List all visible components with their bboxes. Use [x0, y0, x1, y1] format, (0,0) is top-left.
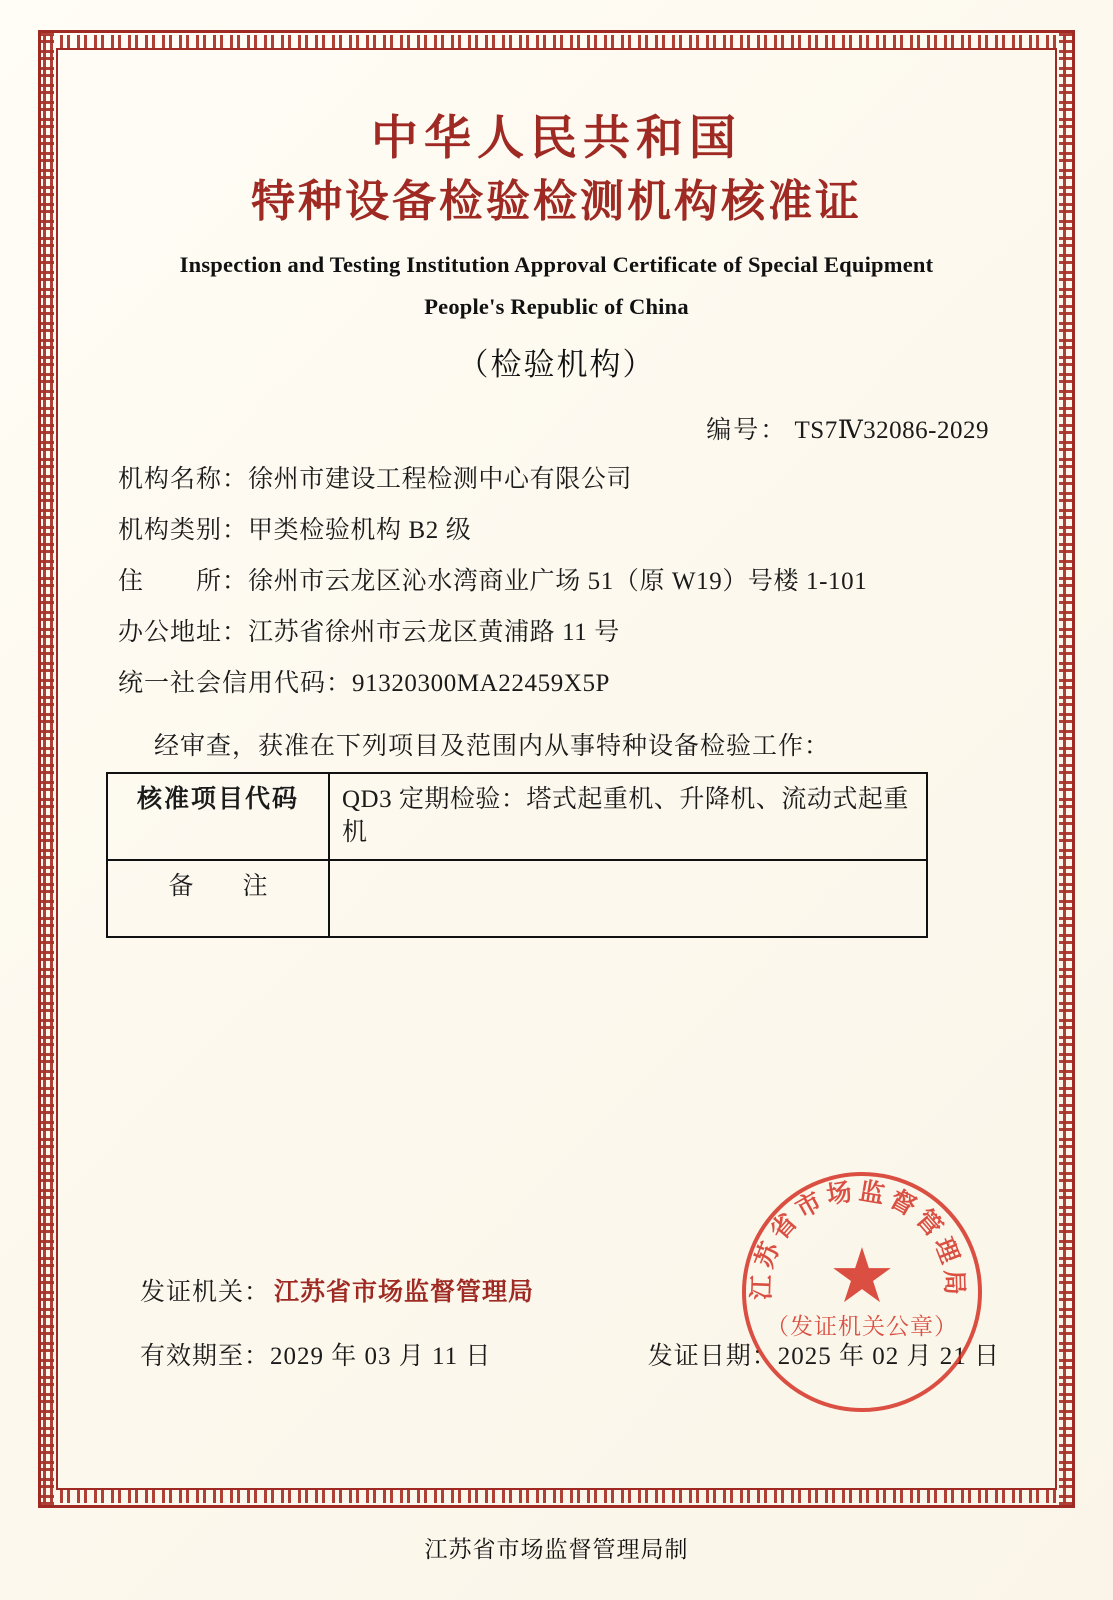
- table-row: [107, 860, 927, 937]
- issue-date-label: 发证日期：: [647, 1343, 778, 1370]
- page-title-main: 特种设备检验检测机构核准证: [251, 175, 862, 227]
- serial-number-row: [100, 410, 1013, 446]
- issue-date-field: [648, 1336, 1000, 1372]
- field-value: 91320300MA22459X5P: [352, 670, 611, 698]
- page-subtitle: （检验机构）: [457, 347, 656, 384]
- table-row-header: 备 注: [107, 860, 329, 937]
- field-value: 徐州市建设工程检测中心有限公司: [248, 466, 633, 494]
- issue-date-value: 2025 年 02 月 21 日: [777, 1343, 1000, 1370]
- certificate-footer: [140, 1272, 1020, 1372]
- seal-center-text: （发证机关公章）: [766, 1314, 958, 1340]
- seal-arc-label: 江苏省市场监督管理局: [746, 1176, 970, 1301]
- approval-statement: 经审查，获准在下列项目及范围内从事特种设备检验工作：: [154, 733, 831, 761]
- field-label: 办公地址：: [118, 619, 249, 647]
- valid-until-field: [140, 1336, 491, 1372]
- field-label: 机构类别：: [118, 517, 249, 545]
- field-value: 徐州市云龙区沁水湾商业广场 51（原 W19）号楼 1-101: [248, 568, 868, 596]
- field-institution-category: [118, 515, 1013, 547]
- dates-row: [140, 1336, 1020, 1372]
- field-institution-name: [118, 464, 1013, 496]
- field-label: 机构名称：: [118, 466, 249, 494]
- serial-number-value: TS7Ⅳ32086-2029: [794, 417, 989, 445]
- field-label: 住 所：: [118, 568, 249, 596]
- valid-until-value: 2029 年 03 月 11 日: [270, 1343, 492, 1370]
- table-row-header: 核准项目代码: [107, 773, 329, 860]
- field-value: 江苏省徐州市云龙区黄浦路 11 号: [248, 619, 620, 647]
- page-title-english-line1: Inspection and Testing Institution Approval Certificate of Special Equipment: [179, 251, 934, 277]
- table-row-value: [329, 860, 927, 937]
- table-row: [107, 773, 927, 860]
- field-label: 统一社会信用代码：: [118, 670, 353, 698]
- printer-note: 江苏省市场监督管理局制: [424, 1537, 689, 1562]
- approval-scope-table: [106, 772, 928, 938]
- serial-number-label: 编号：: [706, 417, 788, 445]
- field-credit-code: [118, 668, 1013, 700]
- table-row-value: QD3 定期检验：塔式起重机、升降机、流动式起重机: [329, 773, 927, 860]
- issuing-authority-label: 发证机关：: [140, 1279, 271, 1306]
- page-title-country: 中华人民共和国: [371, 111, 742, 166]
- field-value: 甲类检验机构 B2 级: [248, 517, 472, 545]
- issuing-authority-value: 江苏省市场监督管理局: [274, 1279, 535, 1306]
- seal-star-icon: ★: [830, 1244, 894, 1313]
- certificate-content: [100, 110, 1013, 938]
- valid-until-label: 有效期至：: [140, 1343, 271, 1370]
- issuing-authority-row: [140, 1272, 1020, 1308]
- field-residence-address: [118, 566, 1013, 598]
- field-office-address: [118, 617, 1013, 649]
- page-title-english-line2: People's Republic of China: [424, 293, 689, 319]
- field-list: [100, 464, 1013, 700]
- page-title-english: [100, 244, 1013, 327]
